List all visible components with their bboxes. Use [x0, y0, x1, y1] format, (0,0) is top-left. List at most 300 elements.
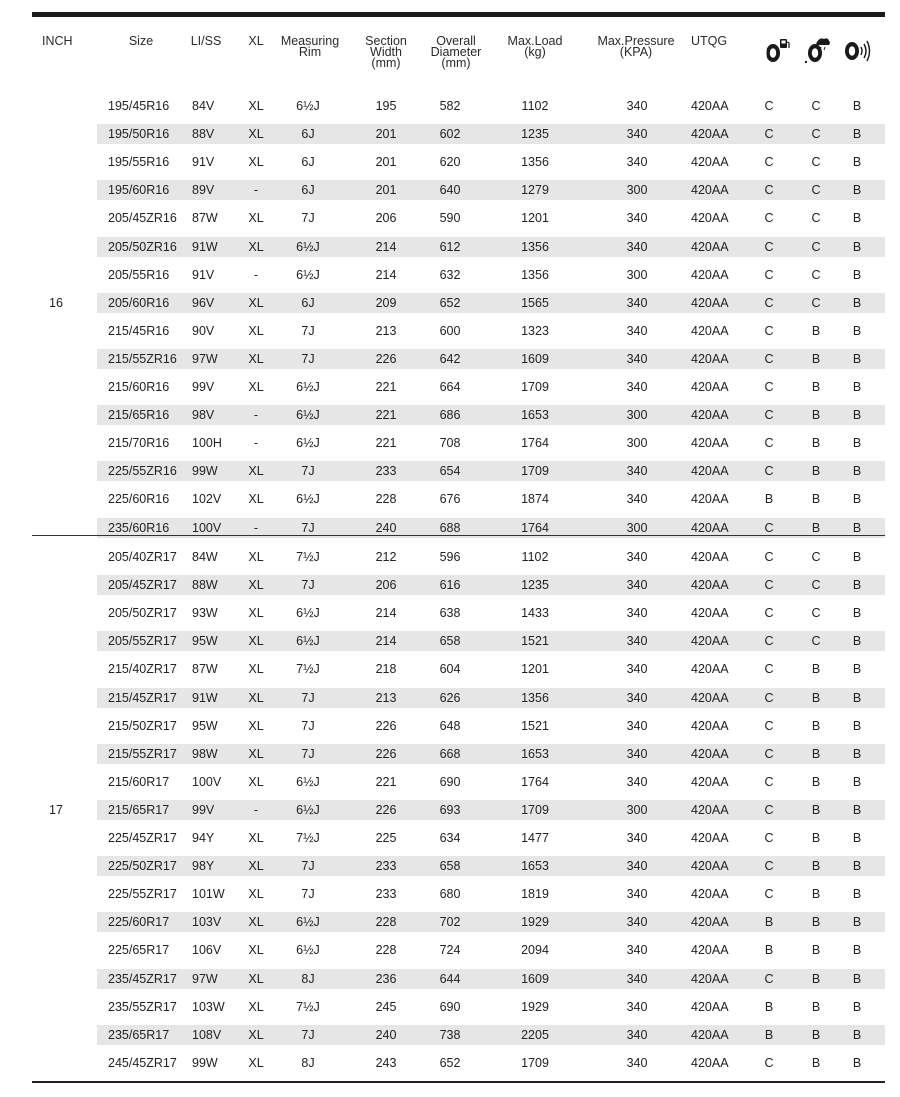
- cell-wet-rating: C: [811, 634, 821, 649]
- cell-noise-rating: B: [852, 578, 862, 593]
- cell-fuel-rating: C: [764, 887, 774, 902]
- cell-rim: 7J: [301, 746, 315, 761]
- cell-max-load: 1356: [521, 239, 549, 254]
- cell-rim: 6½J: [296, 606, 320, 621]
- cell-overall-diameter: 632: [439, 267, 461, 282]
- cell-li-ss: 98W: [192, 746, 218, 761]
- cell-rim: 8J: [301, 1055, 315, 1070]
- cell-li-ss: 100H: [192, 436, 222, 451]
- cell-size: 235/45ZR17: [108, 971, 177, 986]
- cell-wet-rating: C: [811, 295, 821, 310]
- cell-li-ss: 101W: [192, 887, 225, 902]
- cell-overall-diameter: 652: [439, 295, 461, 310]
- header-utqg: UTQG: [691, 34, 728, 48]
- cell-fuel-rating: C: [764, 550, 774, 564]
- cell-li-ss: 84W: [192, 550, 218, 564]
- cell-li-ss: 84V: [192, 99, 215, 113]
- cell-fuel-rating: C: [764, 183, 774, 198]
- cell-section-width: 212: [375, 550, 397, 564]
- cell-xl: XL: [248, 239, 264, 254]
- cell-noise-rating: B: [852, 746, 862, 761]
- cell-overall-diameter: 708: [439, 436, 461, 451]
- cell-size: 195/45R16: [108, 99, 170, 113]
- cell-utqg: 420AA: [691, 999, 729, 1014]
- cell-utqg: 420AA: [691, 662, 729, 677]
- cell-max-load: 1477: [521, 831, 549, 845]
- cell-li-ss: 103W: [192, 999, 225, 1014]
- cell-section-width: 221: [375, 380, 397, 394]
- cell-rim: 7½J: [296, 550, 320, 564]
- cell-xl: -: [253, 183, 259, 198]
- header-measuring-rim: [281, 36, 339, 58]
- cell-size: 235/60R16: [108, 520, 170, 535]
- cell-section-width: 221: [375, 408, 397, 423]
- cell-wet-rating: B: [811, 887, 821, 902]
- cell-xl: -: [253, 436, 259, 451]
- cell-xl: XL: [248, 492, 264, 507]
- cell-fuel-rating: C: [764, 295, 774, 310]
- cell-max-load: 1709: [521, 380, 549, 394]
- cell-max-load: 1709: [521, 464, 549, 479]
- table-row: [97, 1053, 885, 1073]
- table-row: [97, 997, 885, 1017]
- cell-size: 215/65R17: [108, 802, 170, 817]
- cell-max-pressure: 340: [626, 464, 648, 479]
- cell-overall-diameter: 686: [439, 408, 461, 423]
- cell-size: 225/60R17: [108, 915, 170, 930]
- cell-rim: 7J: [301, 464, 315, 479]
- cell-rim: 6½J: [296, 267, 320, 282]
- cell-noise-rating: B: [852, 802, 862, 817]
- cell-noise-rating: B: [852, 183, 862, 198]
- cell-max-pressure: 300: [626, 267, 648, 282]
- cell-fuel-rating: C: [764, 606, 774, 621]
- cell-rim: 6½J: [296, 774, 320, 789]
- cell-rim: 7J: [301, 1027, 315, 1042]
- cell-wet-rating: C: [811, 267, 821, 282]
- cell-utqg: 420AA: [691, 323, 729, 338]
- header-width-line1: Section: [365, 34, 407, 48]
- table-row: [97, 321, 885, 341]
- cell-overall-diameter: 590: [439, 211, 461, 226]
- cell-wet-rating: B: [811, 662, 821, 677]
- cell-li-ss: 100V: [192, 520, 222, 535]
- cell-max-load: 1279: [521, 183, 549, 198]
- cell-max-load: 1565: [521, 295, 549, 310]
- cell-wet-rating: B: [811, 380, 821, 394]
- cell-overall-diameter: 693: [439, 802, 461, 817]
- cell-fuel-rating: C: [764, 971, 774, 986]
- cell-max-pressure: 340: [626, 351, 648, 366]
- cell-noise-rating: B: [852, 690, 862, 705]
- cell-utqg: 420AA: [691, 351, 729, 366]
- cell-utqg: 420AA: [691, 183, 729, 198]
- cell-max-pressure: 340: [626, 690, 648, 705]
- cell-li-ss: 99V: [192, 802, 215, 817]
- cell-xl: XL: [248, 380, 264, 394]
- cell-utqg: 420AA: [691, 155, 729, 170]
- cell-max-load: 1653: [521, 746, 549, 761]
- table-row: [97, 180, 885, 200]
- cell-overall-diameter: 638: [439, 606, 461, 621]
- cell-size: 215/60R17: [108, 774, 170, 789]
- cell-overall-diameter: 626: [439, 690, 461, 705]
- cell-noise-rating: B: [852, 155, 862, 170]
- cell-rim: 7J: [301, 690, 315, 705]
- cell-fuel-rating: C: [764, 155, 774, 170]
- cell-li-ss: 102V: [192, 492, 222, 507]
- cell-max-load: 1819: [521, 887, 549, 902]
- cell-utqg: 420AA: [691, 1027, 729, 1042]
- cell-xl: XL: [248, 662, 264, 677]
- cell-li-ss: 96V: [192, 295, 215, 310]
- cell-wet-rating: C: [811, 155, 821, 170]
- cell-utqg: 420AA: [691, 915, 729, 930]
- cell-max-load: 1653: [521, 859, 549, 874]
- cell-noise-rating: B: [852, 718, 862, 733]
- cell-utqg: 420AA: [691, 606, 729, 621]
- header-max-load: [508, 36, 563, 58]
- cell-max-pressure: 300: [626, 520, 648, 535]
- cell-li-ss: 99W: [192, 464, 218, 479]
- cell-utqg: 420AA: [691, 99, 729, 113]
- header-section-width: [365, 36, 407, 69]
- cell-noise-rating: B: [852, 323, 862, 338]
- cell-size: 205/60R16: [108, 295, 170, 310]
- cell-rim: 6½J: [296, 436, 320, 451]
- cell-max-pressure: 300: [626, 436, 648, 451]
- cell-rim: 6½J: [296, 380, 320, 394]
- cell-size: 225/55ZR16: [108, 464, 177, 479]
- cell-max-pressure: 340: [626, 915, 648, 930]
- cell-utqg: 420AA: [691, 211, 729, 226]
- cell-noise-rating: B: [852, 971, 862, 986]
- cell-max-load: 1235: [521, 127, 549, 142]
- cell-li-ss: 98Y: [192, 859, 215, 874]
- cell-section-width: 228: [375, 492, 397, 507]
- cell-utqg: 420AA: [691, 520, 729, 535]
- cell-size: 205/45ZR17: [108, 578, 177, 593]
- cell-noise-rating: B: [852, 859, 862, 874]
- cell-xl: XL: [248, 155, 264, 170]
- cell-utqg: 420AA: [691, 746, 729, 761]
- cell-fuel-rating: B: [764, 492, 774, 507]
- cell-max-pressure: 340: [626, 492, 648, 507]
- cell-wet-rating: B: [811, 408, 821, 423]
- cell-overall-diameter: 596: [439, 550, 461, 564]
- cell-section-width: 195: [375, 99, 397, 113]
- cell-section-width: 243: [375, 1055, 397, 1070]
- cell-size: 215/55ZR17: [108, 746, 177, 761]
- table-row: [97, 461, 885, 481]
- cell-xl: XL: [248, 351, 264, 366]
- header-load-line2: (kg): [524, 45, 546, 59]
- cell-max-pressure: 340: [626, 746, 648, 761]
- header-overall-diameter: [431, 36, 482, 69]
- table-row: [97, 433, 885, 453]
- cell-section-width: 214: [375, 239, 397, 254]
- cell-xl: XL: [248, 211, 264, 226]
- cell-size: 195/55R16: [108, 155, 170, 170]
- cell-max-pressure: 340: [626, 971, 648, 986]
- header-load-line1: Max.Load: [507, 34, 563, 48]
- cell-wet-rating: B: [811, 1027, 821, 1042]
- header-diameter-line3: (mm): [441, 56, 471, 70]
- cell-max-load: 1521: [521, 634, 549, 649]
- cell-noise-rating: B: [852, 380, 862, 394]
- cell-max-pressure: 340: [626, 380, 648, 394]
- cell-xl: XL: [248, 971, 264, 986]
- cell-fuel-rating: C: [764, 380, 774, 394]
- cell-size: 225/65R17: [108, 943, 170, 958]
- cell-overall-diameter: 604: [439, 662, 461, 677]
- cell-section-width: 206: [375, 211, 397, 226]
- cell-max-pressure: 340: [626, 634, 648, 649]
- cell-xl: XL: [248, 915, 264, 930]
- cell-rim: 6J: [301, 295, 315, 310]
- cell-max-load: 1709: [521, 802, 549, 817]
- cell-utqg: 420AA: [691, 802, 729, 817]
- cell-noise-rating: B: [852, 999, 862, 1014]
- table-row: [97, 659, 885, 679]
- cell-fuel-rating: B: [764, 1027, 774, 1042]
- cell-wet-rating: C: [811, 550, 821, 564]
- table-row: [97, 603, 885, 623]
- cell-overall-diameter: 654: [439, 464, 461, 479]
- table-row: [97, 828, 885, 848]
- cell-section-width: 225: [375, 831, 397, 845]
- cell-wet-rating: B: [811, 971, 821, 986]
- cell-max-load: 1874: [521, 492, 549, 507]
- table-row: [97, 349, 885, 369]
- cell-noise-rating: B: [852, 99, 862, 113]
- cell-xl: XL: [248, 578, 264, 593]
- cell-noise-rating: B: [852, 1027, 862, 1042]
- cell-rim: 7J: [301, 887, 315, 902]
- cell-max-pressure: 340: [626, 774, 648, 789]
- cell-utqg: 420AA: [691, 436, 729, 451]
- table-row: [97, 575, 885, 595]
- cell-section-width: 201: [375, 127, 397, 142]
- cell-xl: XL: [248, 550, 264, 564]
- cell-fuel-rating: C: [764, 351, 774, 366]
- cell-xl: XL: [248, 859, 264, 874]
- cell-xl: -: [253, 520, 259, 535]
- cell-overall-diameter: 738: [439, 1027, 461, 1042]
- cell-wet-rating: B: [811, 859, 821, 874]
- cell-section-width: 201: [375, 155, 397, 170]
- cell-max-load: 1764: [521, 436, 549, 451]
- table-row: [97, 884, 885, 904]
- cell-wet-rating: C: [811, 127, 821, 142]
- cell-fuel-rating: C: [764, 408, 774, 423]
- cell-size: 195/50R16: [108, 127, 170, 142]
- cell-size: 215/40ZR17: [108, 662, 177, 677]
- cell-xl: XL: [248, 634, 264, 649]
- cell-overall-diameter: 690: [439, 774, 461, 789]
- cell-size: 215/65R16: [108, 408, 170, 423]
- cell-section-width: 228: [375, 915, 397, 930]
- cell-section-width: 233: [375, 859, 397, 874]
- cell-max-pressure: 340: [626, 578, 648, 593]
- table-row: [97, 377, 885, 397]
- cell-overall-diameter: 602: [439, 127, 461, 142]
- cell-fuel-rating: C: [764, 211, 774, 226]
- cell-utqg: 420AA: [691, 464, 729, 479]
- cell-max-pressure: 340: [626, 155, 648, 170]
- cell-overall-diameter: 612: [439, 239, 461, 254]
- cell-noise-rating: B: [852, 127, 862, 142]
- cell-size: 205/45ZR16: [108, 211, 177, 226]
- cell-overall-diameter: 634: [439, 831, 461, 845]
- cell-overall-diameter: 616: [439, 578, 461, 593]
- table-row: [97, 124, 885, 144]
- cell-li-ss: 88V: [192, 127, 215, 142]
- cell-noise-rating: B: [852, 351, 862, 366]
- cell-max-pressure: 300: [626, 802, 648, 817]
- cell-xl: XL: [248, 831, 264, 845]
- cell-utqg: 420AA: [691, 239, 729, 254]
- cell-size: 205/50ZR17: [108, 606, 177, 621]
- cell-rim: 6½J: [296, 634, 320, 649]
- cell-max-pressure: 340: [626, 239, 648, 254]
- cell-max-load: 2094: [521, 943, 549, 958]
- noise-icon: [842, 36, 872, 64]
- cell-fuel-rating: C: [764, 1055, 774, 1070]
- cell-max-pressure: 340: [626, 859, 648, 874]
- cell-noise-rating: B: [852, 887, 862, 902]
- cell-size: 215/70R16: [108, 436, 170, 451]
- cell-xl: -: [253, 802, 259, 817]
- wet-grip-icon: [802, 36, 832, 64]
- cell-section-width: 233: [375, 464, 397, 479]
- cell-rim: 6J: [301, 183, 315, 198]
- cell-overall-diameter: 676: [439, 492, 461, 507]
- cell-overall-diameter: 582: [439, 99, 461, 113]
- cell-utqg: 420AA: [691, 774, 729, 789]
- cell-xl: -: [253, 267, 259, 282]
- cell-rim: 7J: [301, 520, 315, 535]
- cell-noise-rating: B: [852, 1055, 862, 1070]
- cell-max-load: 1433: [521, 606, 549, 621]
- cell-noise-rating: B: [852, 211, 862, 226]
- table-row: [97, 772, 885, 792]
- cell-max-pressure: 340: [626, 323, 648, 338]
- cell-noise-rating: B: [852, 774, 862, 789]
- table-row: [97, 547, 885, 567]
- table-row: [97, 940, 885, 960]
- cell-section-width: 226: [375, 351, 397, 366]
- cell-noise-rating: B: [852, 550, 862, 564]
- cell-fuel-rating: C: [764, 690, 774, 705]
- cell-wet-rating: B: [811, 492, 821, 507]
- cell-utqg: 420AA: [691, 127, 729, 142]
- cell-wet-rating: C: [811, 606, 821, 621]
- cell-fuel-rating: C: [764, 323, 774, 338]
- table-row: [97, 152, 885, 172]
- cell-li-ss: 94Y: [192, 831, 215, 845]
- cell-fuel-rating: C: [764, 774, 774, 789]
- cell-li-ss: 88W: [192, 578, 218, 593]
- cell-utqg: 420AA: [691, 578, 729, 593]
- cell-wet-rating: B: [811, 774, 821, 789]
- cell-xl: XL: [248, 774, 264, 789]
- cell-rim: 6½J: [296, 99, 320, 113]
- table-row: [97, 912, 885, 932]
- cell-wet-rating: C: [811, 99, 821, 113]
- cell-max-load: 1356: [521, 690, 549, 705]
- cell-fuel-rating: B: [764, 943, 774, 958]
- table-row: [97, 631, 885, 651]
- cell-rim: 8J: [301, 971, 315, 986]
- cell-max-load: 1102: [521, 550, 549, 564]
- cell-rim: 6½J: [296, 492, 320, 507]
- header-pressure-line1: Max.Pressure: [597, 34, 675, 48]
- cell-max-load: 1356: [521, 155, 549, 170]
- cell-max-pressure: 340: [626, 606, 648, 621]
- group-divider: [32, 535, 885, 536]
- cell-wet-rating: B: [811, 915, 821, 930]
- cell-utqg: 420AA: [691, 380, 729, 394]
- cell-max-load: 1929: [521, 915, 549, 930]
- cell-max-pressure: 340: [626, 662, 648, 677]
- cell-size: 205/55ZR17: [108, 634, 177, 649]
- cell-noise-rating: B: [852, 831, 862, 845]
- cell-fuel-rating: C: [764, 436, 774, 451]
- cell-section-width: 213: [375, 690, 397, 705]
- cell-max-load: 1521: [521, 718, 549, 733]
- cell-xl: XL: [248, 999, 264, 1014]
- cell-size: 215/60R16: [108, 380, 170, 394]
- top-rule: [32, 12, 885, 17]
- cell-xl: XL: [248, 887, 264, 902]
- cell-xl: XL: [248, 127, 264, 142]
- cell-size: 225/45ZR17: [108, 831, 177, 845]
- cell-utqg: 420AA: [691, 267, 729, 282]
- header-rim-line1: Measuring: [280, 34, 340, 48]
- cell-section-width: 214: [375, 267, 397, 282]
- cell-fuel-rating: C: [764, 99, 774, 113]
- cell-section-width: 221: [375, 774, 397, 789]
- cell-rim: 7J: [301, 351, 315, 366]
- cell-section-width: 240: [375, 520, 397, 535]
- cell-fuel-rating: C: [764, 520, 774, 535]
- cell-size: 195/60R16: [108, 183, 170, 198]
- cell-utqg: 420AA: [691, 1055, 729, 1070]
- cell-max-pressure: 340: [626, 99, 648, 113]
- cell-overall-diameter: 668: [439, 746, 461, 761]
- cell-max-pressure: 340: [626, 887, 648, 902]
- cell-max-pressure: 340: [626, 943, 648, 958]
- cell-max-pressure: 340: [626, 718, 648, 733]
- cell-utqg: 420AA: [691, 295, 729, 310]
- cell-wet-rating: C: [811, 211, 821, 226]
- cell-max-load: 1609: [521, 351, 549, 366]
- cell-utqg: 420AA: [691, 887, 729, 902]
- table-row: [97, 96, 885, 116]
- cell-max-pressure: 300: [626, 183, 648, 198]
- table-row: [97, 237, 885, 257]
- cell-rim: 6J: [301, 155, 315, 170]
- cell-section-width: 236: [375, 971, 397, 986]
- cell-li-ss: 87W: [192, 662, 218, 677]
- cell-section-width: 226: [375, 718, 397, 733]
- cell-overall-diameter: 688: [439, 520, 461, 535]
- table-row: [97, 1025, 885, 1045]
- cell-rim: 7J: [301, 859, 315, 874]
- cell-wet-rating: B: [811, 464, 821, 479]
- cell-xl: XL: [248, 323, 264, 338]
